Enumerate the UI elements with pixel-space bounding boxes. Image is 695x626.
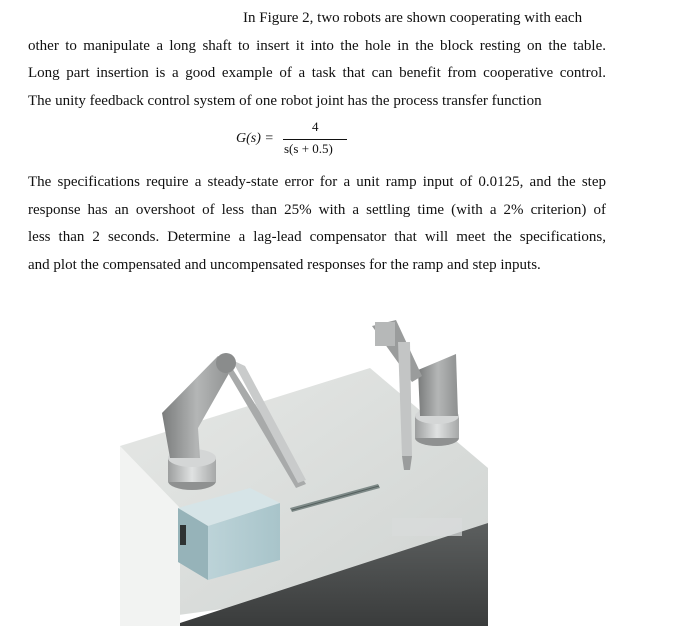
equation-denominator: s(s + 0.5)	[284, 141, 333, 156]
equation-fraction-bar	[283, 139, 347, 140]
paragraph-spec-line-4: and plot the compensated and uncompensated responses for the ramp and step inputs.	[28, 256, 541, 273]
paragraph-intro-line-2: other to manipulate a long shaft to insert it into the hole in the block resting on the table.	[28, 37, 606, 54]
paragraph-intro-line-3: Long part insertion is a good example of a task that can benefit from cooperative control.	[28, 65, 606, 81]
right-robot-column	[418, 354, 458, 416]
right-robot-shoulder	[375, 322, 395, 346]
transfer-function-equation	[236, 118, 366, 162]
paragraph-spec-line-1: The specifications require a steady-state error for a unit ramp input of 0.0125, and the step	[28, 174, 606, 190]
paragraph-intro-line-1: In Figure 2, two robots are shown cooperating with each	[243, 10, 583, 26]
paragraph-spec-line-2: response has an overshoot of less than 25% with a settling time (with a 2% criterion) of	[28, 201, 606, 218]
equation-numerator: 4	[312, 119, 319, 134]
left-robot-joint	[216, 353, 236, 373]
table-label-shape	[392, 518, 462, 536]
robots-illustration	[120, 318, 488, 626]
block-hole	[180, 525, 186, 545]
figure-two-robots	[120, 318, 488, 626]
paragraph-spec-line-3: less than 2 seconds. Determine a lag-lead compensator that will meet the specifications,	[28, 229, 606, 245]
paragraph-specifications	[28, 169, 606, 279]
equation-lhs: G(s) =	[236, 131, 274, 146]
paragraph-intro	[28, 5, 606, 115]
paragraph-intro-line-4: The unity feedback control system of one robot joint has the process transfer function	[28, 92, 542, 109]
